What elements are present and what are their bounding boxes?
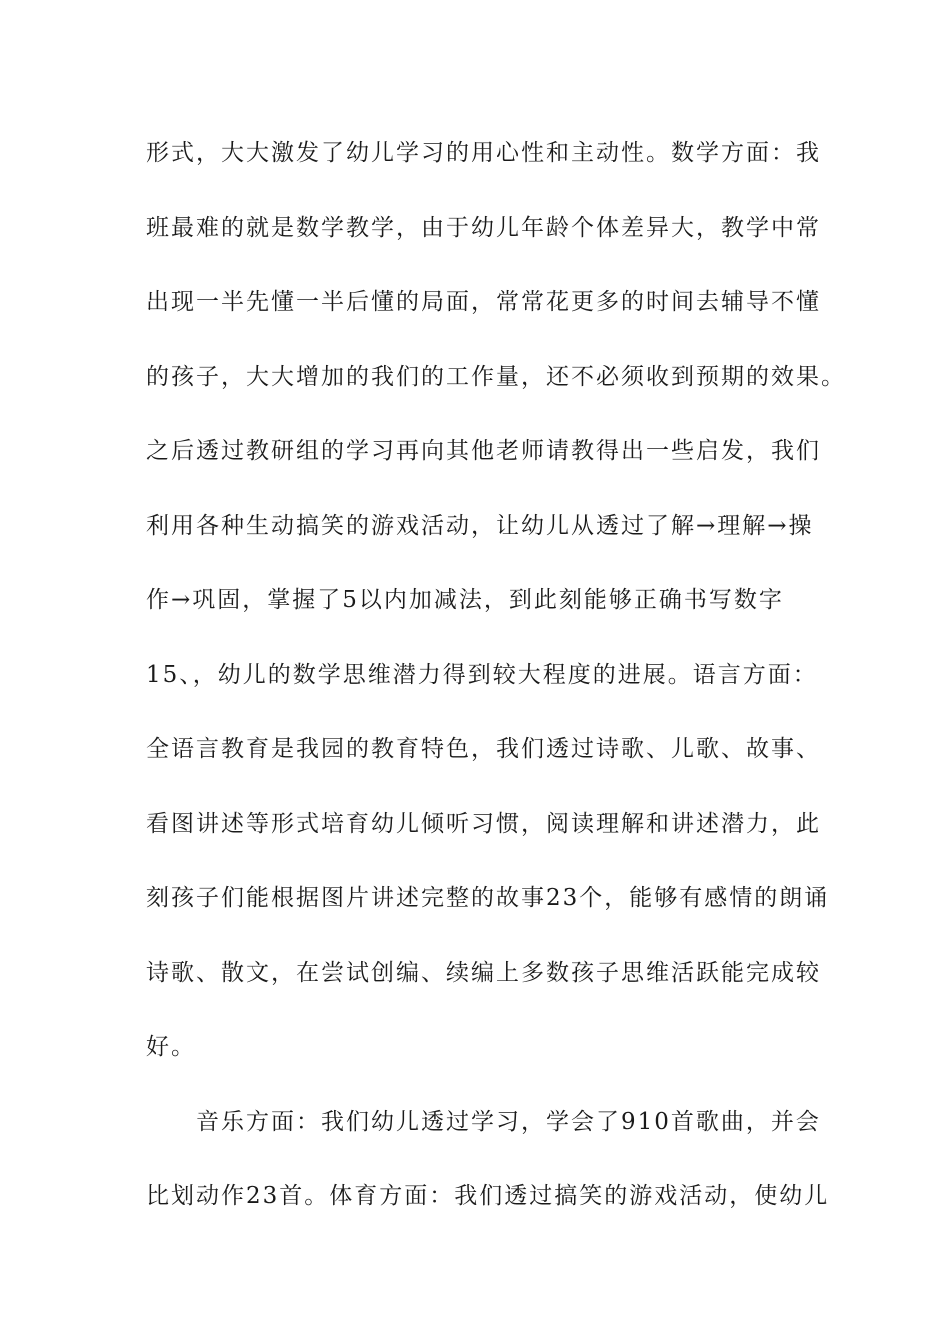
body-text: [146, 128, 846, 1246]
text-line: 15、，幼儿的数学思维潜力得到较大程度的进展。语言方面：: [146, 661, 818, 688]
text-line: 班最难的就是数学教学，由于幼儿年龄个体差异大，教学中常: [146, 214, 821, 241]
text-line: 之后透过教研组的学习再向其他老师请教得出一些启发，我们: [146, 438, 821, 464]
text-line: 作→巩固，掌握了5以内加减法，到此刻能够正确书写数字: [146, 587, 784, 613]
text-line: 利用各种生动搞笑的游戏活动，让幼儿从透过了解→理解→操: [146, 512, 814, 539]
text-line: 形式，大大激发了幼儿学习的用心性和主动性。数学方面：我: [146, 140, 821, 166]
text-line: 出现一半先懂一半后懂的局面，常常花更多的时间去辅导不懂: [146, 289, 821, 315]
paragraph-first-line: 音乐方面：我们幼儿透过学习，学会了910首歌曲，并会: [196, 1108, 821, 1135]
text-line: 全语言教育是我园的教育特色，我们透过诗歌、儿歌、故事、: [146, 736, 821, 762]
text-line: 看图讲述等形式培育幼儿倾听习惯，阅读理解和讲述潜力，此: [146, 810, 821, 837]
text-line: 好。: [146, 1034, 196, 1060]
text-line: 刻孩子们能根据图片讲述完整的故事23个，能够有感情的朗诵: [146, 885, 830, 911]
text-line: 比划动作23首。体育方面：我们透过搞笑的游戏活动，使幼儿: [146, 1183, 830, 1209]
text-line: 诗歌、散文，在尝试创编、续编上多数孩子思维活跃能完成较: [146, 959, 821, 986]
text-line: 的孩子，大大增加的我们的工作量，还不必须收到预期的效果。: [146, 363, 846, 390]
